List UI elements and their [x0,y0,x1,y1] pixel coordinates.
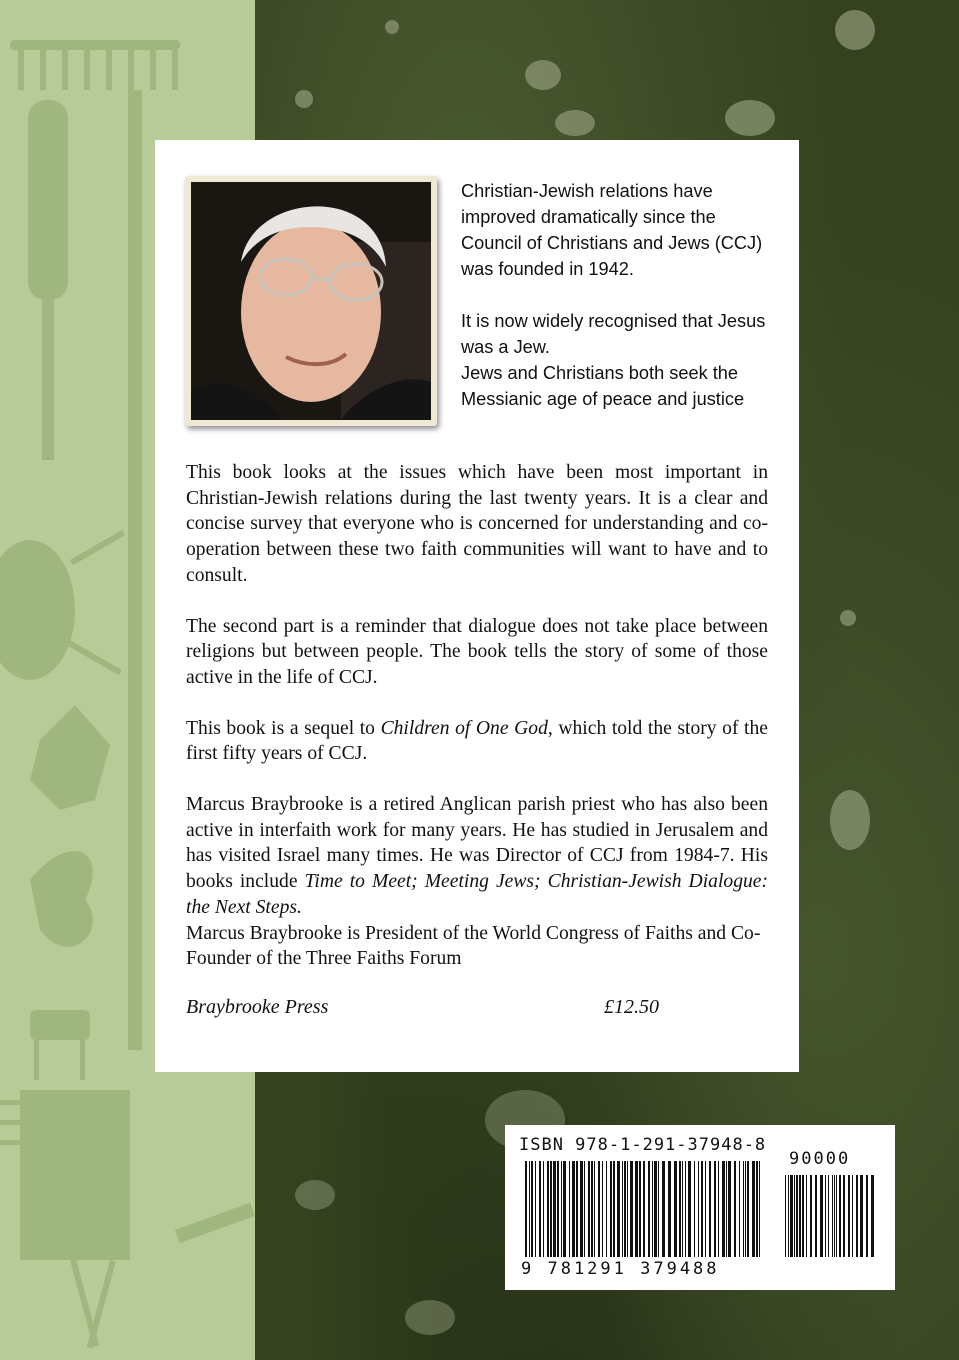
barcode-bar [668,1161,671,1257]
barcode-bar [722,1161,725,1257]
price-barcode-bar [836,1175,837,1257]
barcode-bar [682,1161,683,1257]
body-paragraph-2: The second part is a reminder that dialogue does not take place between religions but between people. The book tells the story of some of those active in the life of CCJ. [186,615,768,688]
price-barcode-bar [785,1175,786,1257]
price-barcode-bar [839,1175,841,1257]
price-barcode-bar [834,1175,835,1257]
barcode-bar [539,1161,541,1257]
barcode-bar [543,1161,544,1257]
barcode-bar [630,1161,633,1257]
barcode-bar [654,1161,657,1257]
barcode-bar [685,1161,686,1257]
sequel-title: Children of One God [380,717,548,739]
barcode-bar [613,1161,615,1257]
author-bio-text: Marcus Braybrooke is a retired Anglican parish priest who has also been active in interfaith work for many years. He has studied in Jerusalem and has visited Israel many times. He was Director of CCJ from 1984-7. His books include [186,794,768,893]
price-barcode-bar [810,1175,812,1257]
price-barcode-bar [820,1175,823,1257]
intro-paragraph-3: Jews and Christians both seek the Messianic age of peace and justice [461,363,745,409]
barcode-bar [550,1161,552,1257]
barcode-bar [756,1161,758,1257]
barcode-bar [610,1161,612,1257]
barcode-bar [576,1161,578,1257]
price-barcode-bar [828,1175,829,1257]
price-barcode-bar [796,1175,798,1257]
barcode-bar [674,1161,677,1257]
barcode-bar [694,1161,695,1257]
price-barcode-bar [860,1175,863,1257]
price-code: 90000 [789,1149,851,1169]
barcode-bar [759,1161,760,1257]
barcode-bar [572,1161,575,1257]
price-barcode-bar [790,1175,793,1257]
author-book-titles: Time to Meet; Meeting Jews; Christian-Jewish Dialogue: the Next Steps. [186,871,769,918]
price-barcode-bar [856,1175,858,1257]
barcode-bar [588,1161,590,1257]
sequel-pre: This book is a sequel to [186,717,381,739]
barcode-bar [688,1161,691,1257]
barcode-bar [624,1161,626,1257]
barcode-bar [606,1161,607,1257]
author-roles: Marcus Braybrooke is President of the World Congress of Faiths and Co-Founder of the Three Faiths Forum [186,922,761,970]
barcode-bar [679,1161,681,1257]
barcode-area [505,1125,895,1290]
barcode-bar [627,1161,628,1257]
back-cover-text-panel [155,140,799,1072]
barcode-bar [745,1161,746,1257]
barcode-bar [705,1161,706,1257]
author-photo [185,176,437,426]
price-barcode-bar [788,1175,789,1257]
barcode-bar [743,1161,744,1257]
barcode-bar [580,1161,583,1257]
barcode-bar [662,1161,665,1257]
barcode-bar [739,1161,740,1257]
price-barcode-bar [852,1175,853,1257]
barcode-bar [561,1161,562,1257]
author-bio [186,792,768,921]
barcode-bar [622,1161,623,1257]
barcode-bar [752,1161,755,1257]
barcode-bar [728,1161,731,1257]
price-barcode-bar [806,1175,807,1257]
barcode-bar [747,1161,749,1257]
ean-digits: 9 781291 379488 [521,1259,720,1279]
barcode-bar [718,1161,719,1257]
isbn-label: ISBN 978-1-291-37948-8 [519,1135,767,1155]
barcode-bar [557,1161,559,1257]
barcode-bar [591,1161,593,1257]
barcode-bar [553,1161,556,1257]
barcode-bar [594,1161,595,1257]
price-barcode-bar [843,1175,845,1257]
body-paragraph-3 [186,716,768,767]
price-barcode-bar [802,1175,804,1257]
barcode-bar [602,1161,603,1257]
barcode-bar [714,1161,716,1257]
price-barcode-bar [871,1175,874,1257]
barcode-bar [709,1161,711,1257]
intro-paragraph-1: Christian-Jewish relations have improved dramatically since the Council of Christians and Jews (CCJ) was founded in 1942. [461,181,763,279]
barcode-bar [698,1161,699,1257]
publisher-name: Braybrooke Press [186,996,329,1018]
barcode-bar [701,1161,703,1257]
price-barcode-bar [825,1175,826,1257]
barcode-bars [525,1161,875,1267]
price-barcode-bar [832,1175,833,1257]
price-barcode-bar [848,1175,850,1257]
barcode-bar [547,1161,549,1257]
publisher-price-line [186,996,686,1019]
barcode-bar [726,1161,727,1257]
barcode-bar [643,1161,645,1257]
sequel-post: , which told the story of the first fifty years of CCJ. [186,717,768,765]
barcode-bar [531,1161,533,1257]
price-barcode-bar [866,1175,868,1257]
intro-blurb [461,178,781,412]
barcode-bar [584,1161,585,1257]
barcode-bar [563,1161,566,1257]
barcode-bar [734,1161,736,1257]
barcode-bar [652,1161,653,1257]
barcode-bar [635,1161,638,1257]
barcode-bar [529,1161,530,1257]
barcode-bar [569,1161,570,1257]
description-body [186,460,768,997]
barcode-bar [648,1161,650,1257]
barcode-bar [617,1161,620,1257]
barcode-bar [525,1161,527,1257]
barcode-bar [658,1161,659,1257]
barcode-bar [639,1161,641,1257]
price-barcode-bar [815,1175,817,1257]
intro-paragraph-2: It is now widely recognised that Jesus was a Jew. [461,311,766,357]
price: £12.50 [604,996,659,1018]
price-barcode-bar [799,1175,801,1257]
barcode-bar [535,1161,536,1257]
body-paragraph-1: This book looks at the issues which have been most important in Christian-Jewish relations during the last twenty years. It is a clear and concise survey that everyone who is concerned for understanding and co-operation between these two faith communities will want to have and to consult. [186,462,768,586]
barcode-bar [598,1161,600,1257]
price-barcode-bar [794,1175,795,1257]
